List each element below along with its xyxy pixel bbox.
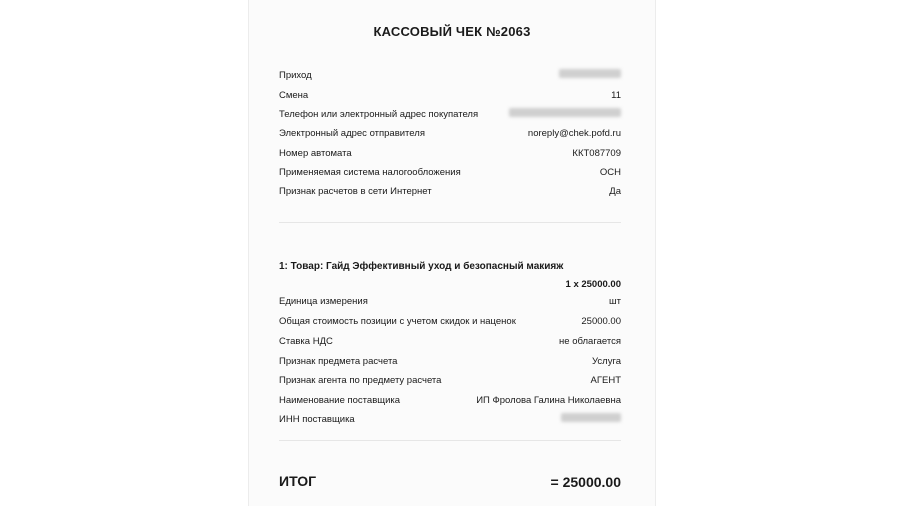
item-row-agent xyxy=(279,373,621,387)
row-label: Приход xyxy=(279,69,312,81)
row-label: Признак расчетов в сети Интернет xyxy=(279,185,432,197)
row-label: Единица измерения xyxy=(279,295,368,307)
row-value: шт xyxy=(609,295,621,307)
header-row-shift xyxy=(279,88,621,102)
header-row-internet-payment xyxy=(279,184,621,198)
row-label: Признак агента по предмету расчета xyxy=(279,374,442,386)
row-value: ОСН xyxy=(599,166,621,178)
item-row-vat xyxy=(279,334,621,348)
item-row-total-cost xyxy=(279,314,621,328)
total-label: ИТОГ xyxy=(279,473,317,489)
item-row-unit xyxy=(279,294,621,308)
header-row-machine-number xyxy=(279,146,621,160)
row-label: Признак предмета расчета xyxy=(279,355,398,367)
receipt-title: КАССОВЫЙ ЧЕК №2063 xyxy=(373,24,531,39)
row-label: Электронный адрес отправителя xyxy=(279,127,425,139)
row-label: Телефон или электронный адрес покупателя xyxy=(279,108,479,120)
row-value: Да xyxy=(609,185,621,197)
item-row-supplier-name xyxy=(279,393,621,407)
row-label: Применяемая система налогообложения xyxy=(279,166,461,178)
row-label: Смена xyxy=(279,89,309,101)
row-value: АГЕНТ xyxy=(590,374,621,386)
row-value: не облагается xyxy=(559,335,621,347)
row-value: Услуга xyxy=(592,355,621,367)
row-value: ККТ087709 xyxy=(572,147,621,159)
item-title: 1: Товар: Гайд Эффективный уход и безопасный макияж xyxy=(279,261,564,272)
row-label: Номер автомата xyxy=(279,147,352,159)
redacted-buyer-contact xyxy=(509,108,621,120)
row-value: 11 xyxy=(611,89,621,101)
header-row-buyer-contact xyxy=(279,107,621,121)
row-label: Общая стоимость позиции с учетом скидок и наценок xyxy=(279,315,516,327)
row-label: Наименование поставщика xyxy=(279,394,401,406)
item-row-subject-type xyxy=(279,354,621,368)
row-label: Ставка НДС xyxy=(279,335,333,347)
redacted-supplier-inn xyxy=(561,413,621,425)
header-row-sender-email xyxy=(279,126,621,140)
item-row-supplier-inn xyxy=(279,412,621,426)
total-value: = 25000.00 xyxy=(550,474,621,490)
separator xyxy=(279,440,621,441)
separator xyxy=(279,222,621,223)
header-row-operation xyxy=(279,68,621,82)
row-value: ИП Фролова Галина Николаевна xyxy=(476,394,621,406)
row-value: noreply@chek.pofd.ru xyxy=(527,127,621,139)
row-value: 25000.00 xyxy=(581,315,621,327)
header-row-tax-system xyxy=(279,165,621,179)
row-label: ИНН поставщика xyxy=(279,413,355,425)
receipt-paper xyxy=(248,0,656,506)
redacted-datetime xyxy=(559,69,621,81)
item-quantity-price: 1 x 25000.00 xyxy=(565,279,621,290)
